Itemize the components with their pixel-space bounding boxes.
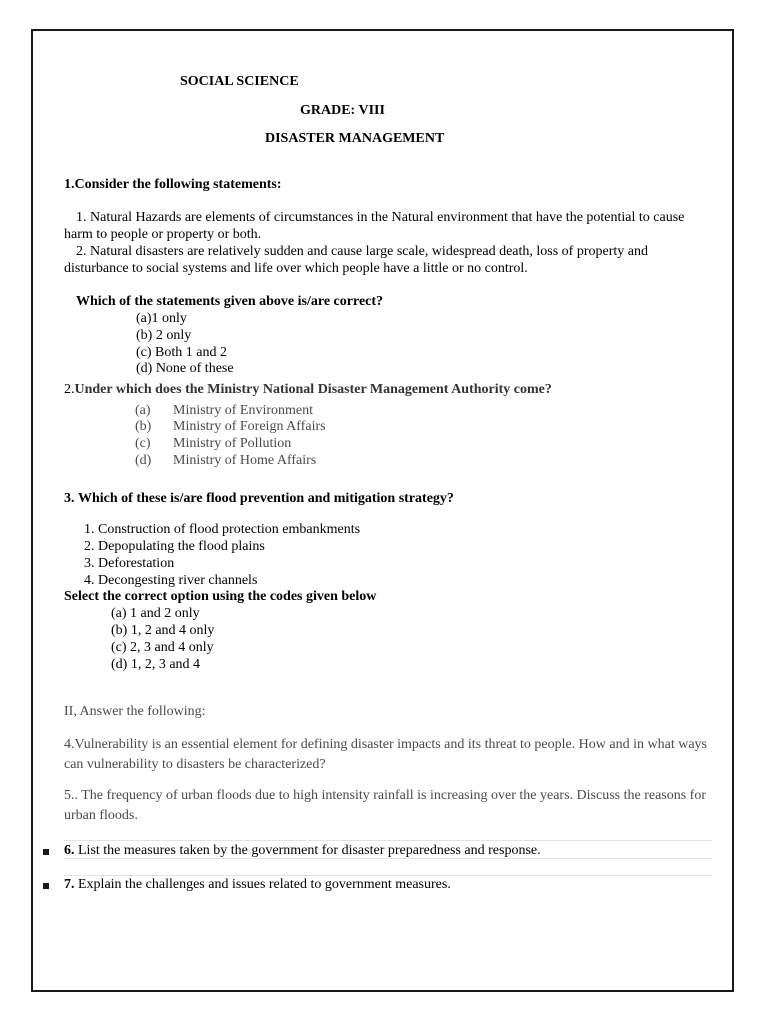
q3-item-3: 3. Deforestation <box>84 556 175 571</box>
q3-text: Which of these is/are flood prevention and mitigation strategy? <box>78 491 454 506</box>
q2-option-c-letter: (c) <box>135 436 151 451</box>
q1-title: 1.Consider the following statements: <box>64 177 282 192</box>
q2-option-b: Ministry of Foreign Affairs <box>173 419 326 434</box>
q1-statement-1: 1. Natural Hazards are elements of circumstances in the Natural environment that have the potential to cause harm to people or property or both. <box>64 210 685 242</box>
q7-number: 7. <box>64 877 75 892</box>
q3-item-2: 2. Depopulating the flood plains <box>84 539 265 554</box>
divider-bottom-q6 <box>64 858 712 859</box>
q1-statement-2: 2. Natural disasters are relatively sudden and cause large scale, widespread death, loss of property and disturbance to social systems and life over which people have a little or no control. <box>64 244 648 276</box>
q2-option-d: Ministry of Home Affairs <box>173 453 317 468</box>
q5-text: 5.. The frequency of urban floods due to high intensity rainfall is increasing over the years. Discuss the reasons for urban floods. <box>64 788 707 823</box>
q2-text: Under which does the Ministry National Disaster Management Authority come? <box>74 382 552 397</box>
q2-option-a-letter: (a) <box>135 403 151 418</box>
q3-title <box>64 490 454 507</box>
q1-option-a: (a)1 only <box>136 311 187 326</box>
q3-item-1: 1. Construction of flood protection embankments <box>84 522 361 537</box>
q2-option-c: Ministry of Pollution <box>173 436 292 451</box>
bullet-square-icon <box>43 849 49 855</box>
q1-option-d: (d) None of these <box>136 361 234 376</box>
q3-option-b: (b) 1, 2 and 4 only <box>111 623 215 638</box>
q2-title <box>64 381 552 398</box>
divider-top-q6 <box>64 840 712 841</box>
q6-number: 6. <box>64 843 75 858</box>
q3-option-c: (c) 2, 3 and 4 only <box>111 640 214 655</box>
q3-option-a: (a) 1 and 2 only <box>111 606 200 621</box>
q2-option-d-letter: (d) <box>135 453 152 468</box>
grade-title: GRADE: VIII <box>300 103 385 118</box>
q1-option-b: (b) 2 only <box>136 328 192 343</box>
q2-option-b-letter: (b) <box>135 419 152 434</box>
section-2-heading: II, Answer the following: <box>64 704 206 719</box>
q3-option-d: (d) 1, 2, 3 and 4 <box>111 657 201 672</box>
q6-text: List the measures taken by the government for disaster preparedness and response. <box>78 843 541 858</box>
q3-item-4: 4. Decongesting river channels <box>84 573 258 588</box>
q6-line <box>64 842 541 859</box>
q3-prompt: Select the correct option using the codes given below <box>64 589 377 604</box>
chapter-title: DISASTER MANAGEMENT <box>265 131 445 146</box>
q1-prompt: Which of the statements given above is/are correct? <box>76 294 384 309</box>
q1-option-c: (c) Both 1 and 2 <box>136 345 227 360</box>
bullet-square-icon <box>43 883 49 889</box>
q4-text: 4.Vulnerability is an essential element for defining disaster impacts and its threat to people. How and in what ways can vulnerability to disasters be characterized? <box>64 737 707 772</box>
q2-option-a: Ministry of Environment <box>173 403 313 418</box>
q7-line <box>64 876 451 893</box>
q3-number: 3. <box>64 491 75 506</box>
q7-text: Explain the challenges and issues related to government measures. <box>78 877 451 892</box>
subject-title: SOCIAL SCIENCE <box>180 74 299 89</box>
q2-number: 2. <box>64 382 75 397</box>
